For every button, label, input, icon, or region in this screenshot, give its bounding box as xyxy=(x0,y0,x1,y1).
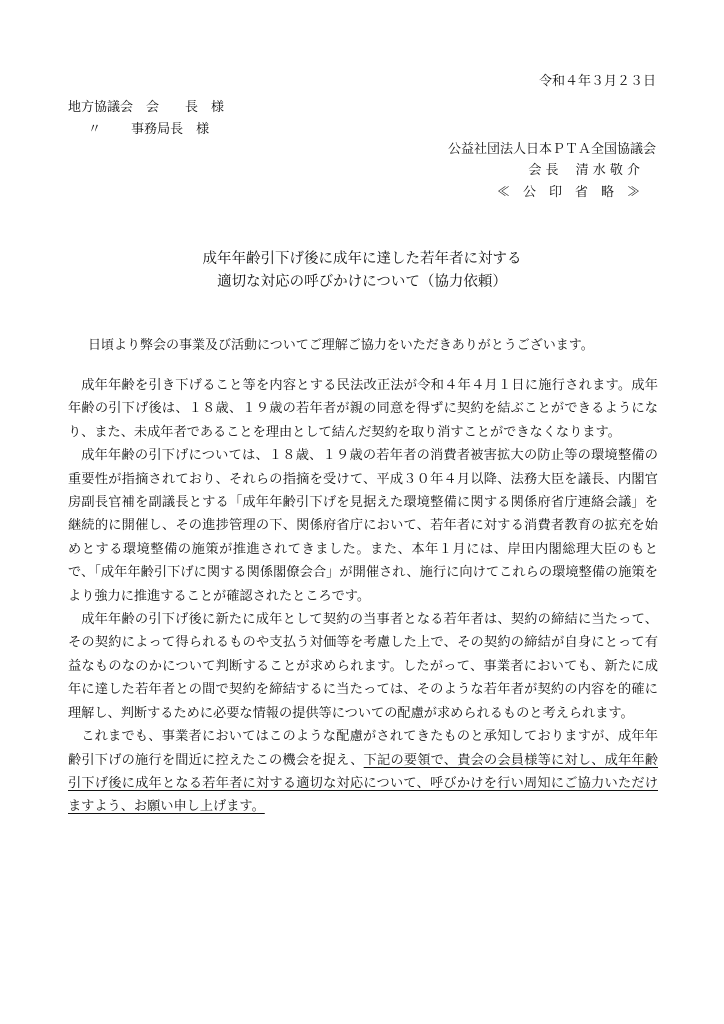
document-date: 令和４年３月２３日 xyxy=(538,74,656,89)
sender-organization: 公益社団法人日本ＰＴＡ全国協議会 xyxy=(447,142,656,157)
paragraph-4-text: これまでも、事業者においてはこのような配慮がされてきたものと承知しておりますが、成年年齢引下げの施行を間近に控えたこの機会を捉え、 xyxy=(68,729,658,768)
recipient-line-1: 地方協議会 会 長 様 xyxy=(68,100,225,115)
paragraph-4-underlined-request: 下記の要領で、貴会の会員様等に対し、成年年齢引下げ後に成年となる若年者に対する適切な対応について、呼びかけを行い周知にご協力いただけますよう、お願い申し上げます。 xyxy=(68,752,659,815)
paragraph-4 xyxy=(68,725,658,819)
paragraph-3: 成年年齢の引下げ後に新たに成年として契約の当事者となる若年者は、契約の締結に当たって、その契約によって得られるものや支払う対価等を考慮した上で、その契約の締結が自身にとって有益なものなのかについて判断することが求められます。したがって、事業者においても、新たに成年に達した若年者との間で契約を締結するに当たっては、そのような若年者が契約の内容を的確に理解し、判断するために必要な情報の提供等についての配慮が求められるものと考えられます。 xyxy=(68,612,658,721)
paragraph-1: 成年年齢を引き下げること等を内容とする民法改正法が令和４年４月１日に施行されます。成年年齢の引下げ後は、１８歳、１９歳の若年者が親の同意を得ずに契約を結ぶことができるようになり、また、未成年者であることを理由として結んだ契約を取り消すことができなくなります。 xyxy=(68,378,658,440)
sender-chair: 会 長 清 水 敬 介 xyxy=(528,163,640,178)
document-body xyxy=(68,374,658,819)
recipient-line-2: 〃 事務局長 様 xyxy=(88,122,210,137)
document-title-line-1: 成年年齢引下げ後に成年に達した若年者に対する xyxy=(202,251,522,267)
document-title-line-2: 適切な対応の呼びかけについて（協力依頼） xyxy=(217,274,507,290)
paragraph-2: 成年年齢の引下げについては、１８歳、１９歳の若年者の消費者被害拡大の防止等の環境整備の重要性が指摘されており、それらの指摘を受けて、平成３０年４月以降、法務大臣を議長、内閣官房副長官補を副議長とする「成年年齢引下げを見据えた環境整備に関する関係府省庁連絡会議」を継続的に開催し、その進捗管理の下、関係府省庁において、若年者に対する消費者教育の拡充を始めとする環境整備の施策が推進されてきました。また、本年１月には、岸田内閣総理大臣のもとで、「成年年齢引下げに関する関係閣僚会合」が開催され、施行に向けてこれらの環境整備の施策をより強力に推進することが確認されたところです。 xyxy=(68,448,658,604)
seal-omitted-note: ≪ 公 印 省 略 ≫ xyxy=(496,185,640,200)
greeting: 日頃より弊会の事業及び活動についてご理解ご協力をいただきありがとうございます。 xyxy=(88,338,594,353)
